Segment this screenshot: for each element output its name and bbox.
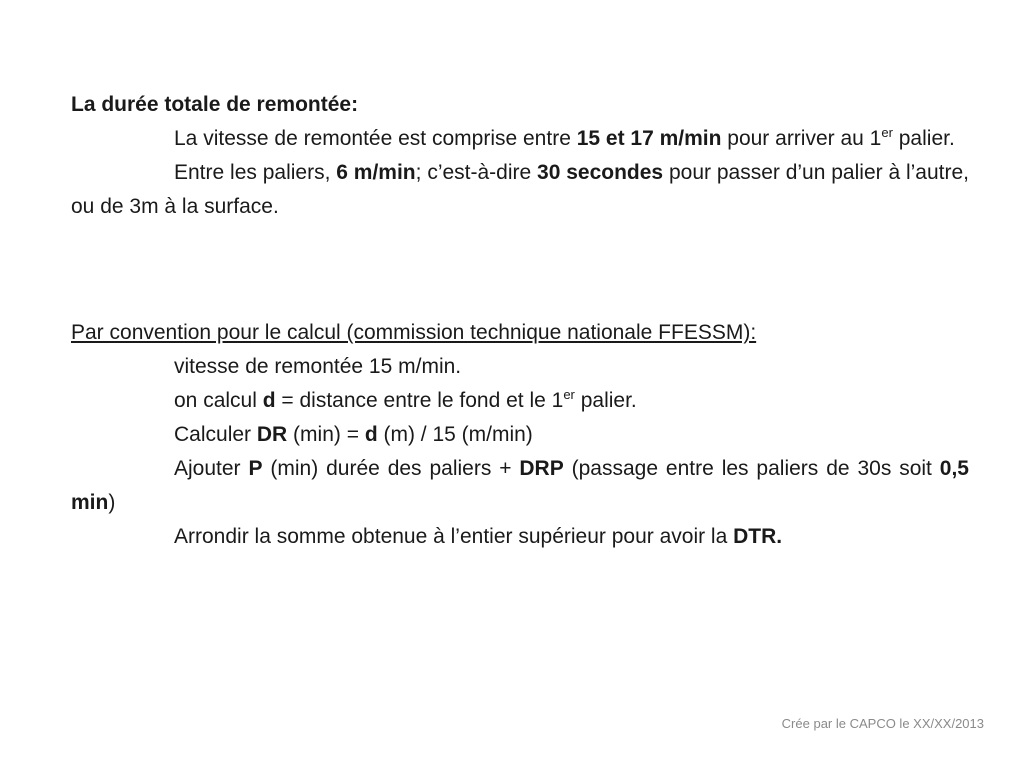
line-ajouter-p [71, 452, 969, 520]
bold-p: P [248, 457, 263, 480]
slide-content [71, 88, 969, 554]
text-run: (passage entre les paliers de 30s soit [563, 457, 940, 480]
bold-drp: DRP [519, 457, 564, 480]
text-run: palier. [574, 389, 637, 412]
spacer [71, 224, 969, 316]
text-run: Entre les paliers, [174, 161, 337, 184]
line-vitesse: vitesse de remontée 15 m/min. [174, 355, 462, 378]
bold-d: d [364, 423, 378, 446]
text-run: palier. [892, 127, 955, 150]
text-run: pour passer d’un palier à l’autre, ou de 3m à la surface. [71, 161, 970, 218]
bold-speed-paliers: 6 m/min [336, 161, 416, 184]
text-run: (m) / 15 (m/min) [377, 423, 533, 446]
text-run: on calcul [174, 389, 263, 412]
paragraph-entre-paliers [71, 156, 969, 224]
line-arrondir [71, 520, 969, 554]
text-run: pour arriver au 1 [721, 127, 882, 150]
section-heading-duree: La durée totale de remontée: [71, 93, 359, 116]
bold-dr: DR [256, 423, 288, 446]
text-run: Ajouter [174, 457, 249, 480]
text-run: (min) = [287, 423, 365, 446]
text-run: Calculer [174, 423, 257, 446]
text-run: Arrondir la somme obtenue à l’entier supérieur pour avoir la [174, 525, 734, 548]
bold-30-secondes: 30 secondes [537, 161, 664, 184]
text-run: ; c’est-à-dire [415, 161, 538, 184]
text-run: = distance entre le fond et le 1 [275, 389, 564, 412]
paragraph-vitesse-remontee [71, 122, 969, 156]
superscript-er: er [563, 387, 575, 402]
bold-dtr: DTR. [733, 525, 783, 548]
line-calculer-dr [71, 418, 969, 452]
superscript-er: er [881, 125, 893, 140]
text-run: La vitesse de remontée est comprise entre [174, 127, 577, 150]
line-calcul-d [71, 384, 969, 418]
bold-d: d [262, 389, 276, 412]
bold-half-min: 0,5 min [71, 457, 969, 514]
text-run: (min) durée des paliers + [262, 457, 520, 480]
bold-speed-range: 15 et 17 m/min [576, 127, 722, 150]
section-heading-convention: Par convention pour le calcul (commission technique nationale FFESSM): [71, 321, 757, 344]
text-run: ) [108, 491, 116, 514]
footer-credit: Crée par le CAPCO le XX/XX/2013 [781, 716, 984, 731]
